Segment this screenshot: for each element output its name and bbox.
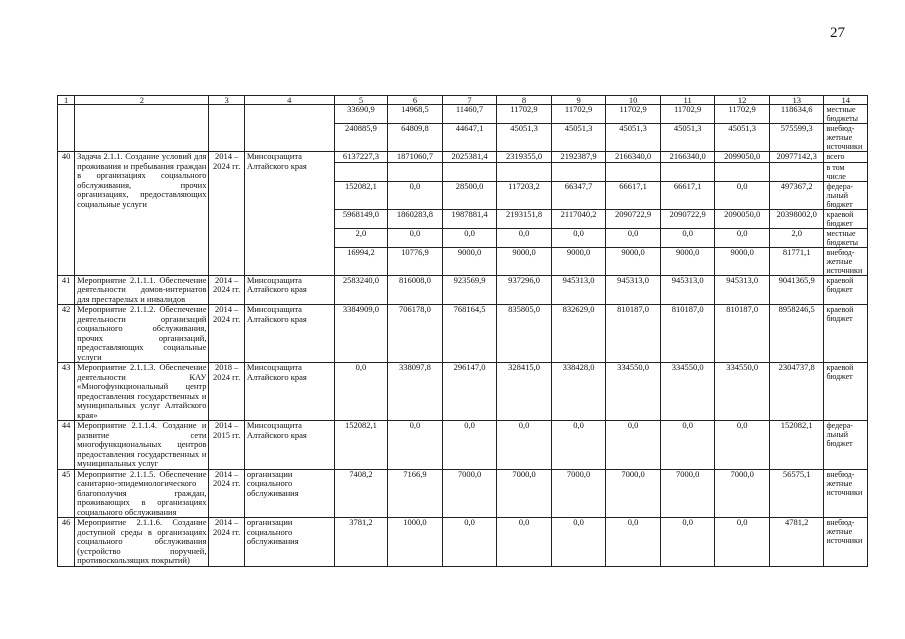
col-header: 7: [442, 96, 497, 105]
value-cell: [497, 162, 552, 181]
row-number-cell: 45: [58, 469, 75, 518]
value-cell: 0,0: [442, 518, 497, 567]
value-cell: 2099050,0: [715, 152, 770, 163]
value-cell: 152082,1: [334, 421, 388, 470]
row-number-cell: 46: [58, 518, 75, 567]
value-cell: 2319355,0: [497, 152, 552, 163]
col-header: 10: [606, 96, 661, 105]
executor-cell: организации социального обслуживания: [244, 469, 334, 518]
executor-cell: организации социального обслуживания: [244, 518, 334, 567]
executor-cell: Минсоцзащита Алтайского края: [244, 275, 334, 305]
value-cell: 2090050,0: [715, 209, 770, 228]
col-header: 6: [388, 96, 443, 105]
value-cell: 0,0: [606, 518, 661, 567]
value-cell: 20398002,0: [769, 209, 824, 228]
value-cell: 0,0: [497, 518, 552, 567]
value-cell: 2025381,4: [442, 152, 497, 163]
value-cell: 0,0: [442, 421, 497, 470]
row-number-cell: 44: [58, 421, 75, 470]
name-cell: Мероприятие 2.1.1.3. Обеспечение деятельности КАУ «Многофункциональный центр предоставления государственных и муниципальных услуг Алтайского края»: [75, 363, 209, 421]
value-cell: 0,0: [551, 518, 606, 567]
value-cell: 2,0: [769, 228, 824, 247]
value-cell: 5968149,0: [334, 209, 388, 228]
value-cell: 768164,5: [442, 305, 497, 363]
name-cell: Мероприятие 2.1.1.2. Обеспечение деятельности организаций социального обслуживания, прочих организаций, предоставляющих социальные услуги: [75, 305, 209, 363]
value-cell: 0,0: [388, 421, 443, 470]
value-cell: 7000,0: [497, 469, 552, 518]
value-cell: 945313,0: [606, 275, 661, 305]
value-cell: 2583240,0: [334, 275, 388, 305]
value-cell: 2090722,9: [606, 209, 661, 228]
value-cell: 11460,7: [442, 105, 497, 124]
table-row: [58, 421, 868, 470]
name-cell: Мероприятие 2.1.1.1. Обеспечение деятельности домов-интернатов для престарелых и инвалидов: [75, 275, 209, 305]
value-cell: 0,0: [660, 228, 715, 247]
name-cell: [75, 105, 209, 152]
source-cell: всего: [824, 152, 868, 163]
value-cell: 0,0: [606, 421, 661, 470]
value-cell: 0,0: [497, 228, 552, 247]
source-cell: краевой бюджет: [824, 305, 868, 363]
value-cell: 937296,0: [497, 275, 552, 305]
value-cell: 45051,3: [497, 124, 552, 152]
value-cell: 33690,9: [334, 105, 388, 124]
table-row: [58, 105, 868, 124]
value-cell: 9000,0: [497, 247, 552, 275]
col-header: 11: [660, 96, 715, 105]
value-cell: 7166,9: [388, 469, 443, 518]
value-cell: 45051,3: [660, 124, 715, 152]
value-cell: 945313,0: [715, 275, 770, 305]
value-cell: 7000,0: [551, 469, 606, 518]
value-cell: 2166340,0: [660, 152, 715, 163]
value-cell: 9000,0: [606, 247, 661, 275]
value-cell: 706178,0: [388, 305, 443, 363]
value-cell: 20977142,3: [769, 152, 824, 163]
source-cell: краевой бюджет: [824, 209, 868, 228]
value-cell: 81771,1: [769, 247, 824, 275]
table-body: [58, 105, 868, 567]
value-cell: 0,0: [606, 228, 661, 247]
col-header: 1: [58, 96, 75, 105]
value-cell: 810187,0: [715, 305, 770, 363]
row-number-cell: 41: [58, 275, 75, 305]
value-cell: [660, 162, 715, 181]
value-cell: 16994,2: [334, 247, 388, 275]
executor-cell: Минсоцзащита Алтайского края: [244, 305, 334, 363]
col-header: 8: [497, 96, 552, 105]
value-cell: 2192387,9: [551, 152, 606, 163]
period-cell: 2014 – 2024 гг.: [209, 152, 244, 276]
value-cell: 11702,9: [497, 105, 552, 124]
value-cell: 0,0: [715, 518, 770, 567]
col-header: 3: [209, 96, 244, 105]
value-cell: 11702,9: [606, 105, 661, 124]
value-cell: 810187,0: [606, 305, 661, 363]
period-cell: 2014 – 2024 гг.: [209, 518, 244, 567]
row-number-cell: 43: [58, 363, 75, 421]
value-cell: 11702,9: [551, 105, 606, 124]
value-cell: 44647,1: [442, 124, 497, 152]
source-cell: краевой бюджет: [824, 275, 868, 305]
period-cell: 2018 – 2024 гг.: [209, 363, 244, 421]
value-cell: 11702,9: [715, 105, 770, 124]
value-cell: 923569,9: [442, 275, 497, 305]
value-cell: 45051,3: [715, 124, 770, 152]
value-cell: 334550,0: [660, 363, 715, 421]
value-cell: 0,0: [497, 421, 552, 470]
col-header: 13: [769, 96, 824, 105]
value-cell: 66617,1: [606, 181, 661, 209]
value-cell: 338428,0: [551, 363, 606, 421]
value-cell: 810187,0: [660, 305, 715, 363]
value-cell: 1000,0: [388, 518, 443, 567]
row-number-cell: 40: [58, 152, 75, 276]
value-cell: 1987881,4: [442, 209, 497, 228]
value-cell: 328415,0: [497, 363, 552, 421]
value-cell: 118634,6: [769, 105, 824, 124]
value-cell: 7000,0: [715, 469, 770, 518]
value-cell: 2193151,8: [497, 209, 552, 228]
value-cell: [388, 162, 443, 181]
value-cell: 945313,0: [551, 275, 606, 305]
table-row: [58, 275, 868, 305]
row-number-cell: [58, 105, 75, 152]
value-cell: [769, 162, 824, 181]
name-cell: Мероприятие 2.1.1.4. Создание и развитие сети многофункциональных центров предоставления государственных и муниципальных услуг: [75, 421, 209, 470]
value-cell: 10776,9: [388, 247, 443, 275]
value-cell: 66617,1: [660, 181, 715, 209]
period-cell: [209, 105, 244, 152]
col-header: 14: [824, 96, 868, 105]
col-header: 12: [715, 96, 770, 105]
value-cell: 338097,8: [388, 363, 443, 421]
value-cell: [442, 162, 497, 181]
col-header: 9: [551, 96, 606, 105]
page-number: 27: [830, 25, 845, 41]
value-cell: 152082,1: [334, 181, 388, 209]
value-cell: 0,0: [715, 181, 770, 209]
value-cell: 816008,0: [388, 275, 443, 305]
period-cell: 2014 – 2024 гг.: [209, 469, 244, 518]
source-cell: внебюд-жетные источники: [824, 518, 868, 567]
value-cell: 7408,2: [334, 469, 388, 518]
source-cell: краевой бюджет: [824, 363, 868, 421]
value-cell: 117203,2: [497, 181, 552, 209]
value-cell: 334550,0: [606, 363, 661, 421]
row-number-cell: 42: [58, 305, 75, 363]
value-cell: 56575,1: [769, 469, 824, 518]
value-cell: 1871060,7: [388, 152, 443, 163]
period-cell: 2014 – 2015 гг.: [209, 421, 244, 470]
value-cell: 9000,0: [715, 247, 770, 275]
table-row: [58, 152, 868, 163]
table-row: [58, 518, 868, 567]
value-cell: 3384909,0: [334, 305, 388, 363]
value-cell: 11702,9: [660, 105, 715, 124]
value-cell: 2,0: [334, 228, 388, 247]
value-cell: 0,0: [388, 181, 443, 209]
value-cell: 0,0: [442, 228, 497, 247]
value-cell: 296147,0: [442, 363, 497, 421]
name-cell: Мероприятие 2.1.1.6. Создание доступной среды в организациях социального обслуживания (устройство поручней, противоскользящих покрытий): [75, 518, 209, 567]
source-cell: внебюд-жетные источники: [824, 124, 868, 152]
value-cell: 0,0: [660, 518, 715, 567]
value-cell: 497367,2: [769, 181, 824, 209]
name-cell: Задача 2.1.1. Создание условий для проживания и пребывания граждан в организациях социального обслуживания, прочих организациях, предоставляющих социальные услуги: [75, 152, 209, 276]
column-numbers-row: [58, 96, 868, 105]
executor-cell: Минсоцзащита Алтайского края: [244, 421, 334, 470]
value-cell: 0,0: [715, 421, 770, 470]
value-cell: [606, 162, 661, 181]
value-cell: 1860283,8: [388, 209, 443, 228]
value-cell: 45051,3: [551, 124, 606, 152]
col-header: 5: [334, 96, 388, 105]
value-cell: 334550,0: [715, 363, 770, 421]
value-cell: 575599,3: [769, 124, 824, 152]
value-cell: 0,0: [551, 421, 606, 470]
value-cell: 28500,0: [442, 181, 497, 209]
value-cell: 4781,2: [769, 518, 824, 567]
value-cell: 2090722,9: [660, 209, 715, 228]
value-cell: 7000,0: [660, 469, 715, 518]
value-cell: 0,0: [551, 228, 606, 247]
source-cell: в том числе: [824, 162, 868, 181]
executor-cell: Минсоцзащита Алтайского края: [244, 152, 334, 276]
source-cell: местные бюджеты: [824, 228, 868, 247]
value-cell: 832629,0: [551, 305, 606, 363]
value-cell: 8958246,5: [769, 305, 824, 363]
value-cell: 66347,7: [551, 181, 606, 209]
value-cell: 0,0: [660, 421, 715, 470]
value-cell: [334, 162, 388, 181]
value-cell: 9041365,9: [769, 275, 824, 305]
value-cell: 945313,0: [660, 275, 715, 305]
value-cell: [715, 162, 770, 181]
value-cell: [551, 162, 606, 181]
period-cell: 2014 – 2024 гг.: [209, 305, 244, 363]
period-cell: 2014 – 2024 гг.: [209, 275, 244, 305]
table-row: [58, 305, 868, 363]
value-cell: 9000,0: [551, 247, 606, 275]
col-header: 2: [75, 96, 209, 105]
value-cell: 0,0: [388, 228, 443, 247]
value-cell: 2166340,0: [606, 152, 661, 163]
value-cell: 9000,0: [442, 247, 497, 275]
name-cell: Мероприятие 2.1.1.5. Обеспечение санитарно-эпидемиологического благополучия граждан, проживающих в организациях социального обслуживания: [75, 469, 209, 518]
value-cell: 2117040,2: [551, 209, 606, 228]
value-cell: 835805,0: [497, 305, 552, 363]
value-cell: 45051,3: [606, 124, 661, 152]
value-cell: 64809,8: [388, 124, 443, 152]
value-cell: 9000,0: [660, 247, 715, 275]
value-cell: 240885,9: [334, 124, 388, 152]
value-cell: 152082,1: [769, 421, 824, 470]
source-cell: федера-льный бюджет: [824, 181, 868, 209]
executor-cell: [244, 105, 334, 152]
table-row: [58, 469, 868, 518]
value-cell: 2304737,8: [769, 363, 824, 421]
value-cell: 0,0: [334, 363, 388, 421]
value-cell: 7000,0: [606, 469, 661, 518]
source-cell: внебюд-жетные источники: [824, 247, 868, 275]
source-cell: внебюд-жетные источники: [824, 469, 868, 518]
source-cell: местные бюджеты: [824, 105, 868, 124]
value-cell: 3781,2: [334, 518, 388, 567]
program-table: [57, 95, 868, 567]
value-cell: 6137227,3: [334, 152, 388, 163]
col-header: 4: [244, 96, 334, 105]
value-cell: 14968,5: [388, 105, 443, 124]
source-cell: федера-льный бюджет: [824, 421, 868, 470]
table-row: [58, 363, 868, 421]
value-cell: 0,0: [715, 228, 770, 247]
executor-cell: Минсоцзащита Алтайского края: [244, 363, 334, 421]
value-cell: 7000,0: [442, 469, 497, 518]
